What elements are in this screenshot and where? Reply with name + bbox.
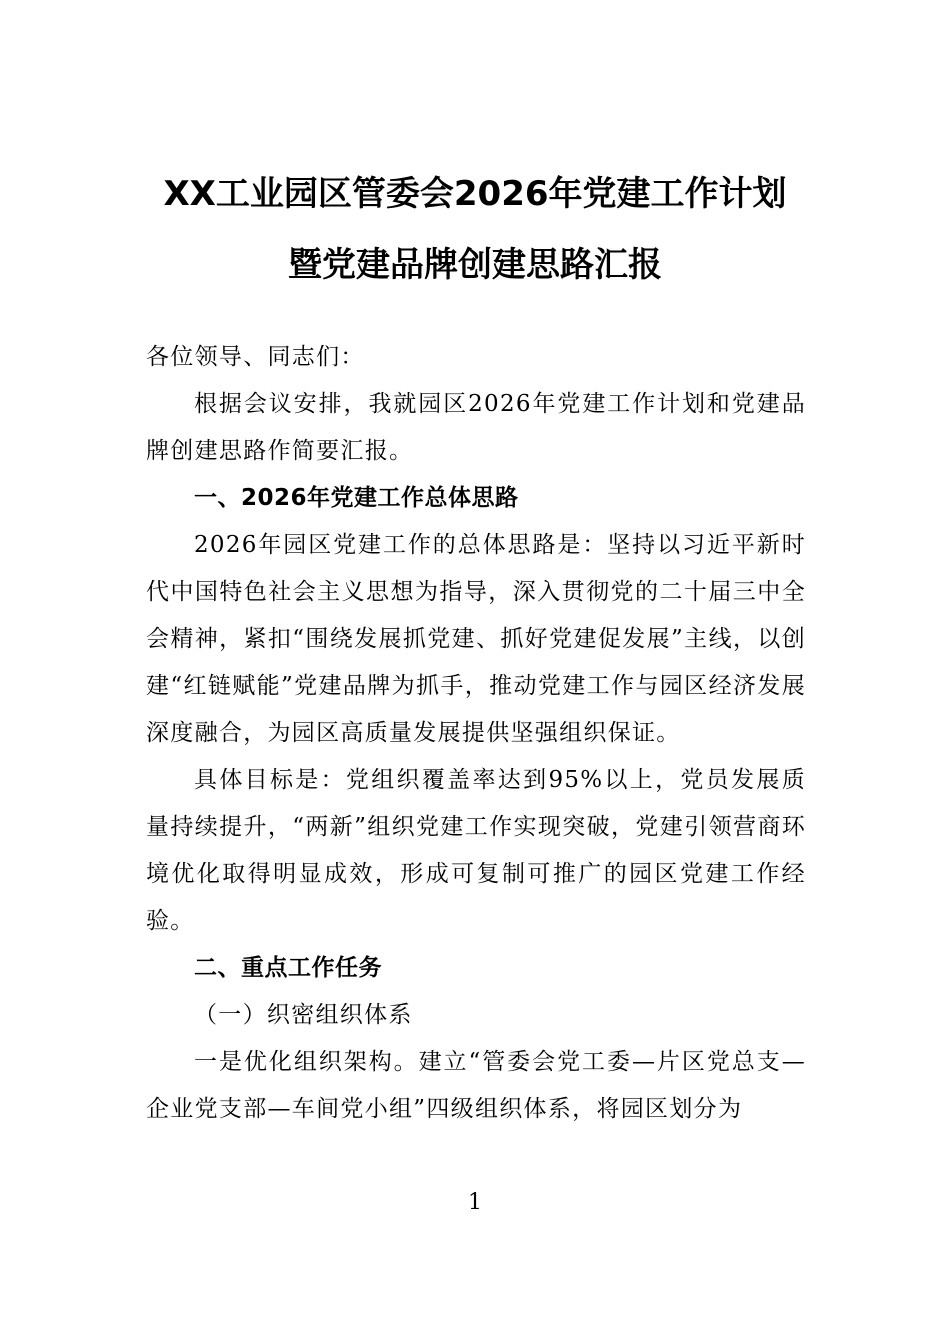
document-title-line-1: XX工业园区管委会2026年党建工作计划 — [163, 174, 787, 214]
section-2-subheading: （一）织密组织体系 — [194, 1002, 413, 1028]
intro-paragraph: 根据会议安排，我就园区2026年党建工作计划和党建品牌创建思路作简要汇报。 — [146, 391, 806, 464]
salutation: 各位领导、同志们： — [146, 344, 365, 370]
page-number: 1 — [468, 1190, 482, 1215]
section-1-heading: 一、2026年党建工作总体思路 — [194, 485, 519, 511]
section-2-heading: 二、重点工作任务 — [194, 955, 382, 981]
section-1-paragraph-2: 具体目标是：党组织覆盖率达到95%以上，党员发展质量持续提升，“两新”组织党建工作实现突破，党建引领营商环境优化取得明显成效，形成可复制可推广的园区党建工作经验。 — [146, 767, 806, 934]
document-title-line-2: 暨党建品牌创建思路汇报 — [288, 245, 662, 285]
document-body — [146, 334, 806, 1133]
section-1-paragraph-1: 2026年园区党建工作的总体思路是：坚持以习近平新时代中国特色社会主义思想为指导，深入贯彻党的二十届三中全会精神，紧扣“围绕发展抓党建、抓好党建促发展”主线，以创建“红链赋能”党建品牌为抓手，推动党建工作与园区经济发展深度融合，为园区高质量发展提供坚强组织保证。 — [146, 532, 806, 746]
section-2-paragraph-1: 一是优化组织架构。建立“管委会党工委—片区党总支—企业党支部—车间党小组”四级组织体系，将园区划分为 — [146, 1049, 806, 1122]
